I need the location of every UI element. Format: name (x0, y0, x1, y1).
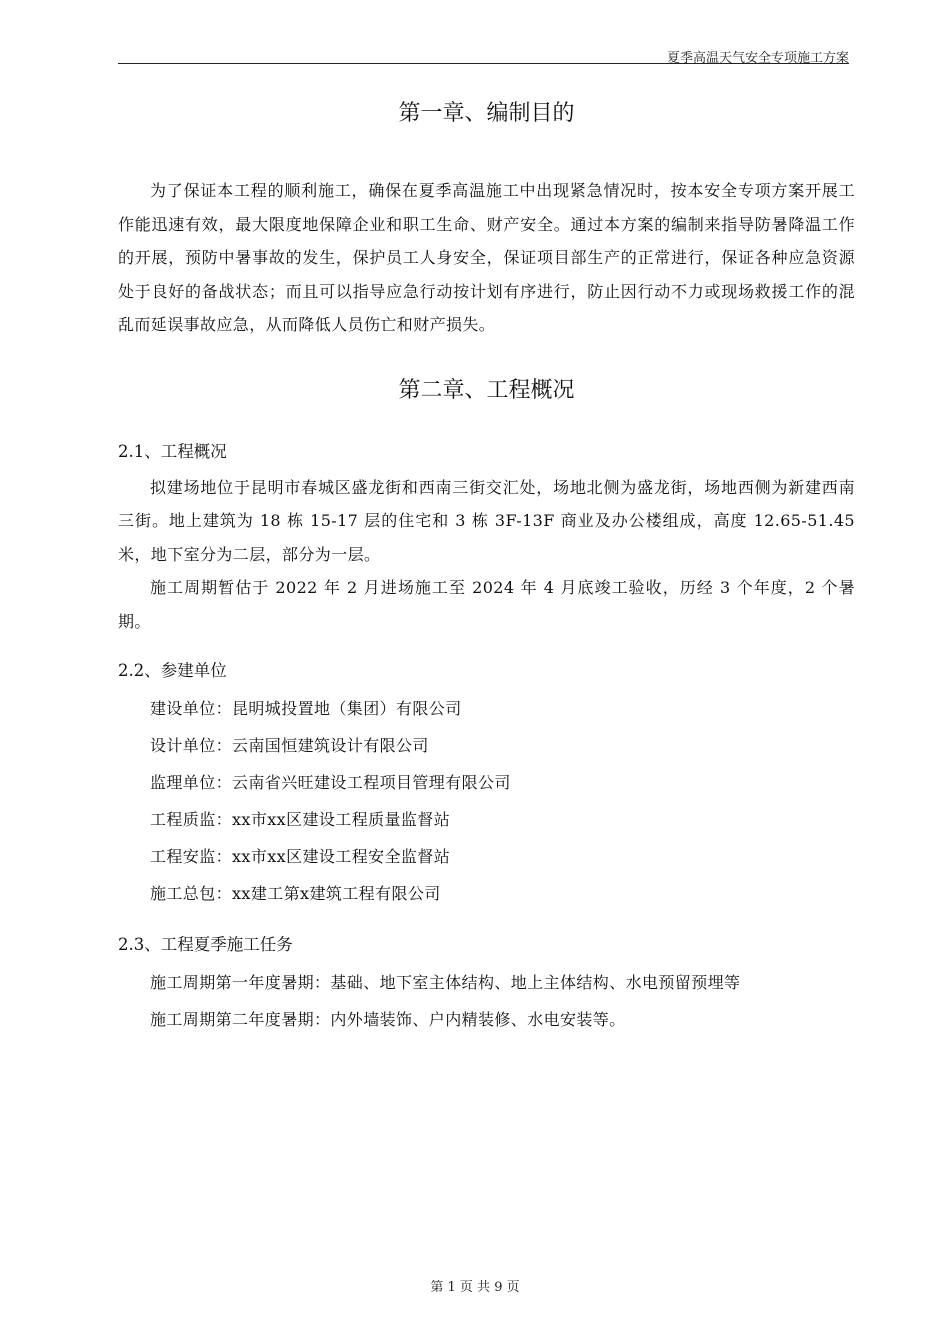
chapter2-title: 第二章、工程概况 (398, 377, 575, 403)
participant-item: 工程质监：xx市xx区建设工程质量监督站 (150, 810, 451, 829)
participant-item: 设计单位：云南国恒建筑设计有限公司 (150, 736, 429, 755)
chapter1-paragraph: 为了保证本工程的顺利施工，确保在夏季高温施工中出现紧急情况时，按本安全专项方案开展工作能迅速有效，最大限度地保障企业和职工生命、财产安全。通过本方案的编制来指导防暑降温工作的开展，预防中暑事故的发生，保护员工人身安全，保证项目部生产的正常进行，保证各种应急资源处于良好的备战状态；而且可以指导应急行动按计划有序进行，防止因行动不力或现场救援工作的混乱而延误事故应急，从而降低人员伤亡和财产损失。 (118, 181, 855, 334)
participant-item: 监理单位：云南省兴旺建设工程项目管理有限公司 (150, 773, 511, 792)
summer-task-item: 施工周期第一年度暑期：基础、地下室主体结构、地上主体结构、水电预留预埋等 (150, 973, 741, 992)
header-rule (118, 63, 849, 64)
participant-item: 建设单位：昆明城投置地（集团）有限公司 (150, 699, 462, 718)
participant-item: 施工总包：xx建工第x建筑工程有限公司 (150, 884, 441, 903)
summer-task-item: 施工周期第二年度暑期：内外墙装饰、户内精装修、水电安装等。 (150, 1010, 626, 1029)
chapter1-title: 第一章、编制目的 (398, 101, 575, 126)
section-2-1-paragraph-1: 拟建场地位于昆明市春城区盛龙街和西南三街交汇处，场地北侧为盛龙街，场地西侧为新建西南三街。地上建筑为 18 栋 15-17 层的住宅和 3 栋 3F-13F 商业及办公楼组成，高度 12.65-51.45 米，地下室分为二层，部分为一层。 (118, 477, 855, 564)
section-2-2-heading: 2.2、参建单位 (118, 661, 227, 680)
running-header: 夏季高温天气安全专项施工方案 (666, 51, 849, 66)
section-2-1-paragraph-2: 施工周期暂估于 2022 年 2 月进场施工至 2024 年 4 月底竣工验收，历经 3 个年度，2 个暑期。 (118, 578, 855, 631)
section-2-1-heading: 2.1、工程概况 (118, 441, 227, 461)
participant-item: 工程安监：xx市xx区建设工程安全监督站 (150, 847, 451, 866)
page-number: 第 1 页 共 9 页 (430, 1280, 520, 1295)
page-content (118, 92, 855, 1038)
section-2-3-heading: 2.3、工程夏季施工任务 (118, 935, 293, 954)
